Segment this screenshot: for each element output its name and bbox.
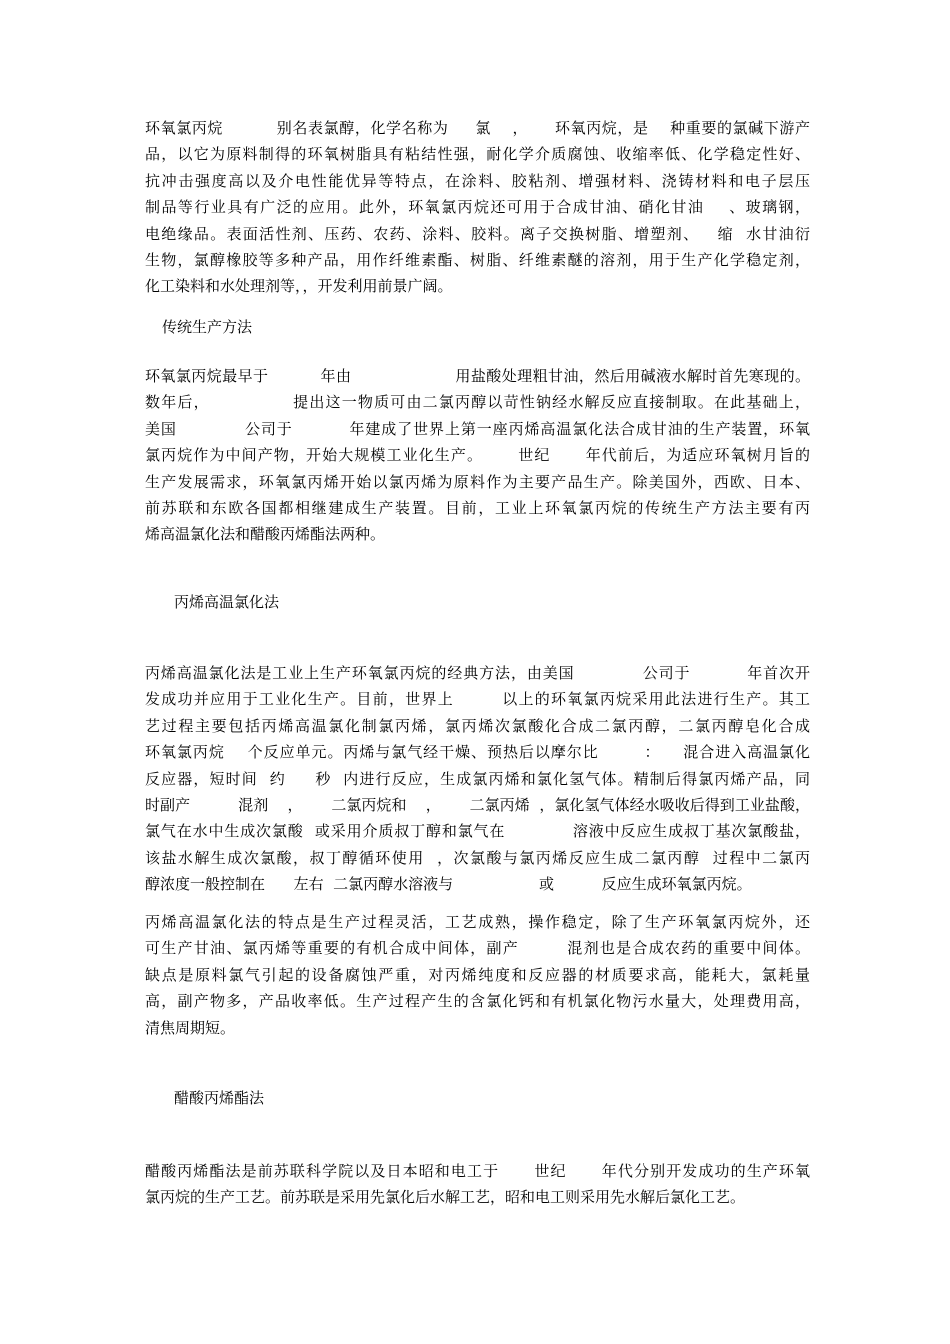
text-line: 醋酸丙烯酯法是前苏联科学院以及日本昭和电工于 世纪 年代分别开发成功的生产环氧 <box>145 1162 810 1180</box>
paragraph-chlorination-pros-cons <box>145 909 810 1041</box>
text-line: 品，以它为原料制得的环氧树脂具有粘结性强，耐化学介质腐蚀、收缩率低、化学稳定性好、 <box>145 145 810 164</box>
text-line: 环氧氯丙烷 个反应单元。丙烯与氯气经干燥、预热后以摩尔比 ： 混合进入高温氯化 <box>145 743 810 762</box>
text-line: 清焦周期短。 <box>145 1018 236 1037</box>
text-line: 数年后， 提出这一物质可由二氯丙醇以苛性钠经水解反应直接制取。在此基础上， <box>145 393 810 412</box>
text-line: 缺点是原料氯气引起的设备腐蚀严重，对丙烯纯度和反应器的材质要求高，能耗大，氯耗量 <box>145 965 810 984</box>
text-line: 醇浓度一般控制在 左右 二氯丙醇水溶液与 或 反应生成环氧氯丙烷。 <box>145 875 752 894</box>
text-line: 制品等行业具有广泛的应用。此外，环氧氯丙烷还可用于合成甘油、硝化甘油 、玻璃钢， <box>145 198 810 217</box>
text-line: 反应器，短时间 约 秒 内进行反应，生成氯丙烯和氯化氢气体。精制后得氯丙烯产品，同 <box>145 769 810 788</box>
text-line: 抗冲击强度高以及介电性能优异等特点，在涂料、胶粘剂、增强材料、浇铸材料和电子层压 <box>145 171 810 190</box>
paragraph-allyl-acetate <box>145 1158 810 1211</box>
text-line: 发成功并应用于工业化生产。目前，世界上 以上的环氧氯丙烷采用此法进行生产。其工 <box>145 690 810 709</box>
text-line: 化工染料和水处理剂等，，开发利用前景广阔。 <box>145 277 453 296</box>
text-line: 氯丙烷作为中间产物，开始大规模工业化生产。 世纪 年代前后，为适应环氧树月旨的 <box>145 446 810 465</box>
text-line: 烯高温氯化法和醋酸丙烯酯法两种。 <box>145 525 386 544</box>
section-heading-allyl-acetate: 醋酸丙烯酯法 <box>174 1089 265 1107</box>
paragraph-history <box>145 363 810 548</box>
text-line: 高，副产物多，产品收率低。生产过程产生的含氯化钙和有机氯化物污水量大，处理费用高， <box>145 992 810 1011</box>
text-line: 丙烯高温氯化法的特点是生产过程灵活，工艺成熟，操作稳定，除了生产环氧氯丙烷外，还 <box>145 913 810 931</box>
text-line: 生产发展需求，环氧氯丙烯开始以氯丙烯为原料作为主要产品生产。除美国外，西欧、日本、 <box>145 472 810 491</box>
text-line: 电绝缘品。表面活性剂、压药、农药、涂料、胶料。离子交换树脂、增塑剂、 缩 水甘油衍 <box>145 224 810 243</box>
paragraph-chlorination-process <box>145 660 810 898</box>
text-line: 前苏联和东欧各国都相继建成生产装置。目前，工业上环氧氯丙烷的传统生产方法主要有丙 <box>145 498 810 517</box>
text-line: 丙烯高温氯化法是工业上生产环氧氯丙烷的经典方法，由美国 公司于 年首次开 <box>145 664 810 682</box>
text-line: 生物，氯醇橡胶等多种产品，用作纤维素酯、树脂、纤维素醚的溶剂，用于生产化学稳定剂， <box>145 250 810 269</box>
text-line: 时副产 混剂 ， 二氯丙烷和 ， 二氯丙烯 ，氯化氢气体经水吸收后得到工业盐酸， <box>145 795 810 814</box>
text-line: 环氧氯丙烷最早于 年由 用盐酸处理粗甘油，然后用碱液水解时首先寒现的。 <box>145 367 810 385</box>
text-line: 氯丙烷的生产工艺。前苏联是采用先氯化后水解工艺，昭和电工则采用先水解后氯化工艺。 <box>145 1188 746 1207</box>
text-line: 环氧氯丙烷 别名表氯醇，化学名称为 氯 ， 环氧丙烷，是 种重要的氯碱下游产 <box>145 119 810 137</box>
text-line: 氯气在水中生成次氯酸 或采用介质叔丁醇和氯气在 溶液中反应生成叔丁基次氯酸盐， <box>145 822 810 841</box>
section-heading-traditional-methods: 传统生产方法 <box>162 318 253 336</box>
text-line: 该盐水解生成次氯酸，叔丁醇循环使用 ，次氯酸与氯丙烯反应生成二氯丙醇 过程中二氯丙 <box>145 848 810 867</box>
text-line: 可生产甘油、氯丙烯等重要的有机合成中间体，副产 混剂也是合成农药的重要中间体。 <box>145 939 810 958</box>
paragraph-intro <box>145 115 810 300</box>
text-line: 美国 公司于 年建成了世界上第一座丙烯高温氯化法合成甘油的生产装置，环氧 <box>145 419 810 438</box>
section-heading-propylene-chlorination: 丙烯高温氯化法 <box>174 593 280 611</box>
text-line: 艺过程主要包括丙烯高温氯化制氯丙烯，氯丙烯次氯酸化合成二氯丙醇，二氯丙醇皂化合成 <box>145 716 810 735</box>
